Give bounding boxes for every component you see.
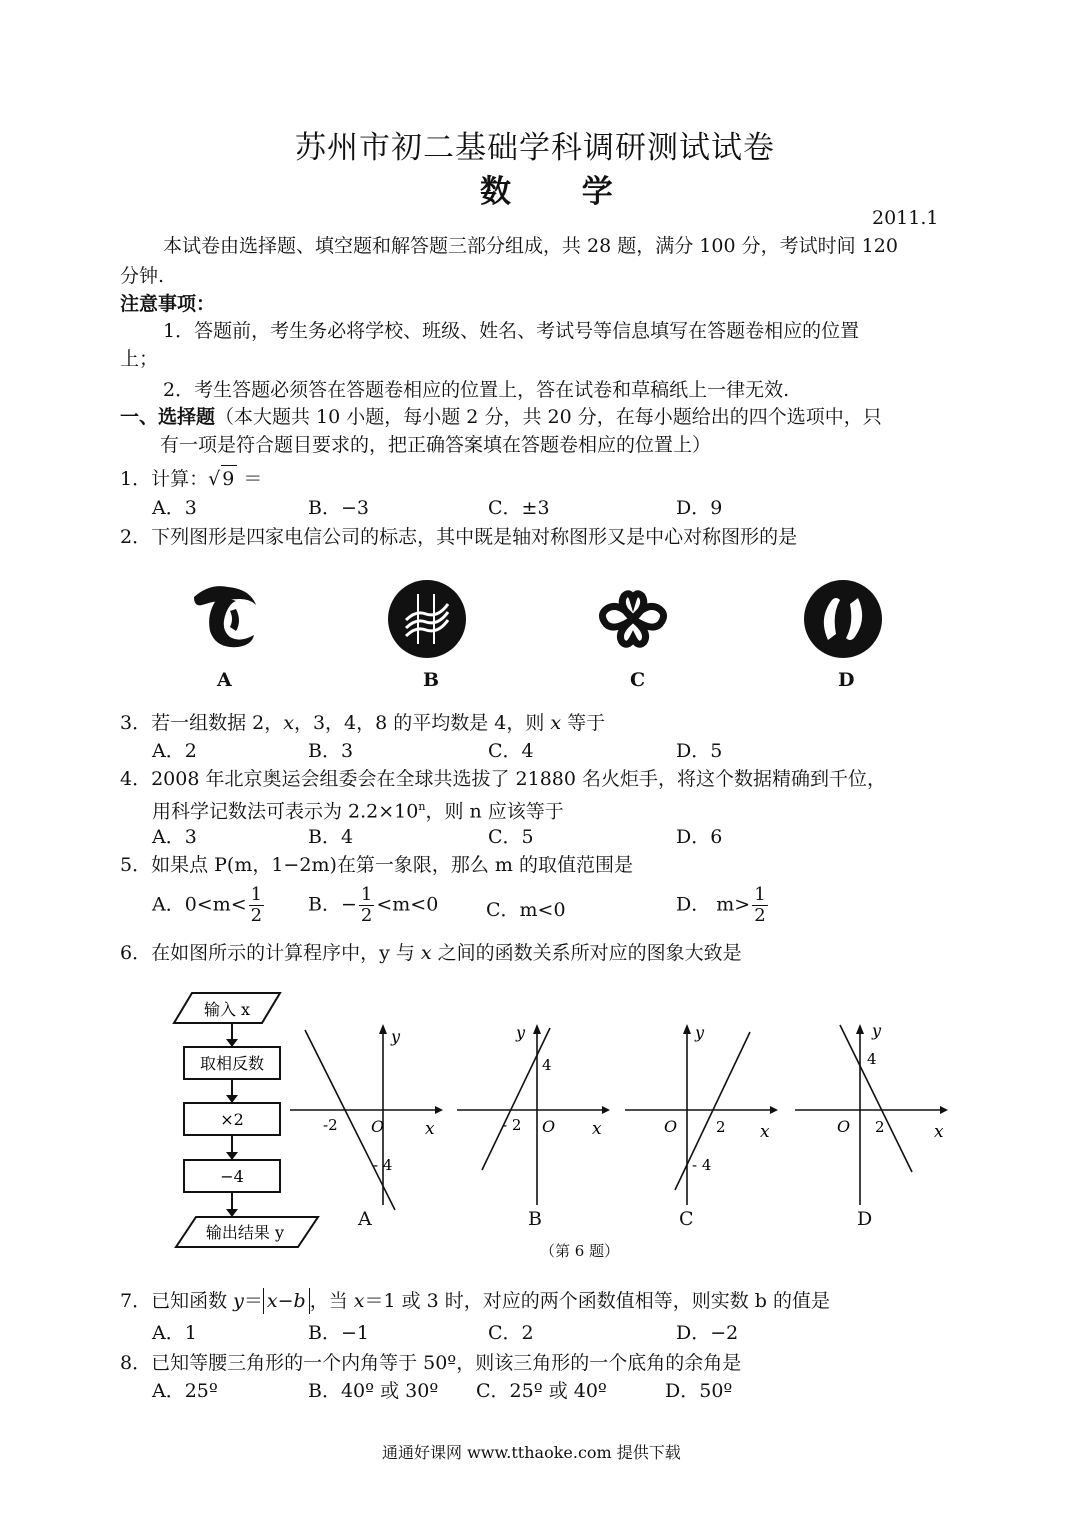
q3-option-b: B．3 <box>308 740 354 762</box>
tick-label: 4 <box>867 1050 877 1068</box>
q7-option-b: B．−1 <box>308 1322 369 1344</box>
x-axis-label: x <box>934 1122 944 1142</box>
q4-option-b: B．4 <box>308 826 354 848</box>
logo-label-d: D <box>838 669 855 691</box>
q1-radicand: 9 <box>221 465 237 492</box>
graph-line <box>482 1028 550 1170</box>
q7-func-y: y <box>233 1290 244 1312</box>
flow-input-label: 输入 x <box>203 1000 251 1019</box>
origin-label: O <box>542 1117 556 1136</box>
logo-label-a: A <box>217 669 232 691</box>
tick-label: -2 <box>323 1116 338 1134</box>
q5-option-b <box>308 885 438 926</box>
question-6 <box>120 940 742 966</box>
q5-option-a <box>152 885 266 926</box>
question-1 <box>120 465 262 492</box>
q6-var: x <box>420 942 432 964</box>
q5-option-d <box>676 885 770 926</box>
q6-text-a: 6．在如图所示的计算程序中，y 与 <box>120 942 421 964</box>
y-axis-label: y <box>695 1023 705 1042</box>
q5-option-d-fraction <box>752 885 767 926</box>
x-axis-label: x <box>592 1119 602 1139</box>
note-1-line-1: 1．答题前，考生务必将学校、班级、姓名、考试号等信息填写在答题卷相应的位置 <box>163 320 860 342</box>
x-axis-label: x <box>425 1119 435 1139</box>
q1-option-c: C．±3 <box>488 497 550 519</box>
q8-option-d: D．50º <box>665 1380 733 1402</box>
question-2: 2．下列图形是四家电信公司的标志，其中既是轴对称图形又是中心对称图形的是 <box>120 526 798 548</box>
question-4-line-1: 4．2008 年北京奥运会组委会在全球共选拔了 21880 名火炬手，将这个数据精确到千位， <box>120 768 887 790</box>
fraction-numerator: 1 <box>250 884 263 905</box>
q7-func-abs: x−b <box>263 1288 310 1314</box>
subject-title: 数 学 <box>480 174 643 210</box>
q6-graph-b <box>452 1020 617 1220</box>
q8-option-b: B．40º 或 30º <box>308 1380 439 1402</box>
tick-label: - 4 <box>692 1156 712 1174</box>
origin-label: O <box>664 1117 678 1136</box>
flow-negate-label: 取相反数 <box>199 1054 265 1073</box>
q4-option-d: D．6 <box>676 826 723 848</box>
logo-label-b: B <box>423 669 440 691</box>
q7-text-b: ，当 <box>309 1290 354 1312</box>
graph-label-b: B <box>528 1208 542 1230</box>
flow-output-label: 输出结果 y <box>205 1223 285 1242</box>
q3-option-a: A．2 <box>152 740 197 762</box>
notes-heading: 注意事项： <box>120 293 216 315</box>
q7-option-d: D．−2 <box>676 1322 739 1344</box>
exam-date: 2011.1 <box>872 207 939 229</box>
q1-option-a: A．3 <box>152 497 197 519</box>
q6-graph-d <box>790 1020 955 1220</box>
footer-text: 通通好课网 www.tthaoke.com 提供下载 <box>382 1443 681 1462</box>
tick-label: 4 <box>542 1056 552 1074</box>
logo-a-icon <box>180 575 270 660</box>
flow-subtract-label: −4 <box>220 1167 244 1186</box>
logo-b-icon <box>386 578 468 660</box>
question-4-line-2 <box>152 794 564 824</box>
x-axis-label: x <box>760 1122 770 1142</box>
section-1-header <box>120 404 882 430</box>
q1-radical: √ <box>208 468 221 490</box>
y-axis-label: y <box>516 1023 526 1042</box>
section-1-desc-line-2: 有一项是符合题目要求的，把正确答案填在答题卷相应的位置上） <box>160 434 712 456</box>
figure-caption: （第 6 题） <box>540 1242 620 1260</box>
q3-text-c: 等于 <box>561 712 606 734</box>
q7-text-c: ＝1 或 3 时，对应的两个函数值相等，则实数 b 的值是 <box>364 1290 831 1312</box>
q7-text-a: 7．已知函数 <box>120 1290 234 1312</box>
section-1-label: 一、选择题 <box>120 406 216 428</box>
fraction-numerator: 1 <box>754 884 766 905</box>
q3-option-d: D．5 <box>676 740 723 762</box>
q7-option-a: A．1 <box>152 1322 197 1344</box>
q6-graph-a <box>285 1020 450 1220</box>
q8-option-c: C．25º 或 40º <box>476 1380 607 1402</box>
y-axis-label: y <box>391 1027 401 1046</box>
q1-option-b: B．−3 <box>308 497 369 519</box>
fraction-numerator: 1 <box>360 884 373 905</box>
y-axis-label: y <box>872 1021 882 1040</box>
q4-option-a: A．3 <box>152 826 197 848</box>
q1-prefix: 1．计算： <box>120 468 209 490</box>
graph-label-a: A <box>358 1208 372 1230</box>
logo-label-c: C <box>630 669 646 691</box>
tick-label: - 4 <box>373 1156 393 1174</box>
fraction-denominator: 2 <box>360 905 373 926</box>
q3-text-a: 3．若一组数据 2， <box>120 712 284 734</box>
fraction-denominator: 2 <box>250 905 263 926</box>
exam-title: 苏州市初二基础学科调研测试试卷 <box>295 130 775 166</box>
q7-option-c: C．2 <box>488 1322 534 1344</box>
q3-text-b: ，3，4，8 的平均数是 4，则 <box>293 712 551 734</box>
logo-d-icon <box>802 578 884 660</box>
q4-option-c: C．5 <box>488 826 534 848</box>
q5-option-c: C．m<0 <box>486 899 566 921</box>
q4-exponent: n <box>418 800 426 813</box>
q5-option-b-fraction <box>359 885 374 926</box>
flow-multiply-label: ×2 <box>220 1110 244 1129</box>
graph-label-d: D <box>857 1208 873 1230</box>
tick-label: - 2 <box>502 1116 522 1134</box>
q4-line2-a: 用科学记数法可表示为 2.2×10 <box>152 800 419 823</box>
q8-option-a: A．25º <box>152 1380 218 1402</box>
q3-var-2: x <box>550 712 562 734</box>
intro-line-1: 本试卷由选择题、填空题和解答题三部分组成，共 28 题，满分 100 分，考试时间 120 <box>163 235 898 257</box>
q6-text-b: 之间的函数关系所对应的图象大致是 <box>431 942 742 964</box>
question-8: 8．已知等腰三角形的一个内角等于 50º，则该三角形的一个底角的余角是 <box>120 1352 742 1374</box>
note-2: 2．考生答题必须答在答题卷相应的位置上，答在试卷和草稿纸上一律无效. <box>163 379 790 401</box>
section-1-desc-line-1: （本大题共 10 小题，每小题 2 分，共 20 分，在每小题给出的四个选项中，只 <box>215 406 882 428</box>
note-1-line-2: 上； <box>120 348 159 370</box>
origin-label: O <box>837 1117 851 1136</box>
q5-option-a-fraction <box>249 885 264 926</box>
q6-graph-c <box>620 1020 785 1220</box>
fraction-denominator: 2 <box>754 905 766 926</box>
q5-option-a-text: A．0<m< <box>152 893 247 916</box>
q1-suffix: ＝ <box>243 468 263 490</box>
tick-label: 2 <box>875 1118 885 1136</box>
q3-option-c: C．4 <box>488 740 534 762</box>
question-3 <box>120 710 605 736</box>
origin-label: O <box>371 1117 385 1136</box>
question-7 <box>120 1288 830 1314</box>
q3-var-1: x <box>283 712 294 734</box>
q5-option-d-text: D． m> <box>676 893 751 916</box>
q5-option-b-text: B．− <box>308 893 357 916</box>
tick-label: 2 <box>716 1118 726 1136</box>
q7-func-eq: ＝ <box>243 1290 263 1312</box>
q5-option-b-post: <m<0 <box>376 893 439 916</box>
q4-line2-b: ，则 n 应该等于 <box>425 800 564 823</box>
intro-line-2: 分钟. <box>120 265 165 287</box>
graph-label-c: C <box>679 1208 694 1230</box>
question-5: 5．如果点 P(m，1−2m)在第一象限，那么 m 的取值范围是 <box>120 854 633 876</box>
logo-c-icon <box>592 588 674 650</box>
q7-var: x <box>353 1290 365 1312</box>
graph-line <box>840 1025 912 1172</box>
q1-option-d: D．9 <box>676 497 723 519</box>
